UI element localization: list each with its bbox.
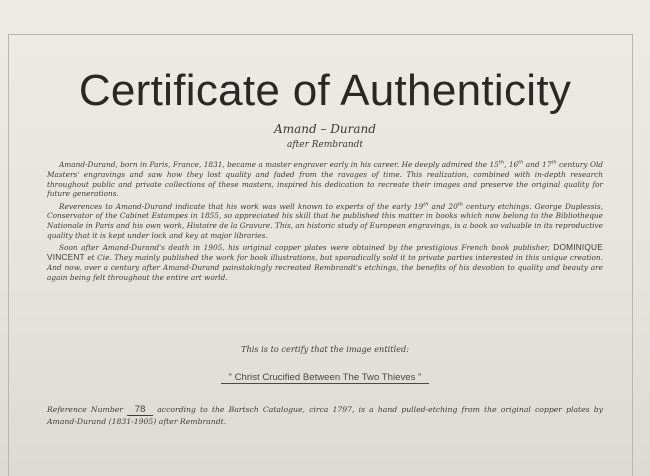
paragraph-references: Reverences to Amand-Durand indicate that his work was well known to experts of the early 19th and 20th century etchings. George Duplessis, Conservator of the Cabinet Estampes in 1855, so appreciated his skill that he published this matter in books which now belong to the Bibliotheque Nationale in Paris and his own work, Histoire de la Gravure. This, an historic study of European engravings, is a book so valuable in its reproductive quality that it is kept under lock and key at major libraries. xyxy=(47,201,603,241)
certify-line: This is to certify that the image entitled: xyxy=(241,344,409,354)
image-title: " Christ Crucified Between The Two Thieves " xyxy=(221,372,430,384)
certificate-body xyxy=(47,160,603,285)
paragraph-publisher: Soon after Amand-Durand's death in 1905, his original copper plates were obtained by the prestigious French book publisher, DOMINIQUE VINCENT et Cie. They mainly published the work for book illustrations, but sporadically sold it to private parties interested in this unique creation. And now, over a century after Amand-Durand painstakingly recreated Rembrandt's etchings, the benefits of his devotion to quality and beauty are again being felt throughout the entire art world. xyxy=(47,242,603,282)
reference-prefix: Reference Number xyxy=(47,405,123,414)
paragraph-biography: Amand-Durand, born in Paris, France, 1831, became a master engraver early in his career. He deeply admired the 15th, 16th and 17th century Old Masters' engravings and saw how they lost quality and faded from the ravages of time. This realization, combined with in-depth research throughout public and private collections of these masters, inspired his dedication to recreate their images and preserve the original quality for future generations. xyxy=(47,159,604,199)
reference-statement xyxy=(47,404,603,428)
reference-number: 78 xyxy=(127,405,153,416)
image-title-line xyxy=(0,372,650,383)
artist-name: Amand – Durand xyxy=(274,122,376,136)
after-attribution: after Rembrandt xyxy=(286,140,364,150)
reference-suffix: according to the Bartsch Catalogue, circa 1797, is a hand pulled-etching from the original copper plates by Amand-Durand (1831-1905) after Rembrandt. xyxy=(47,405,603,426)
publisher-name: DOMINIQUE VINCENT xyxy=(47,242,603,263)
certificate-title: Certificate of Authenticity xyxy=(78,66,572,115)
